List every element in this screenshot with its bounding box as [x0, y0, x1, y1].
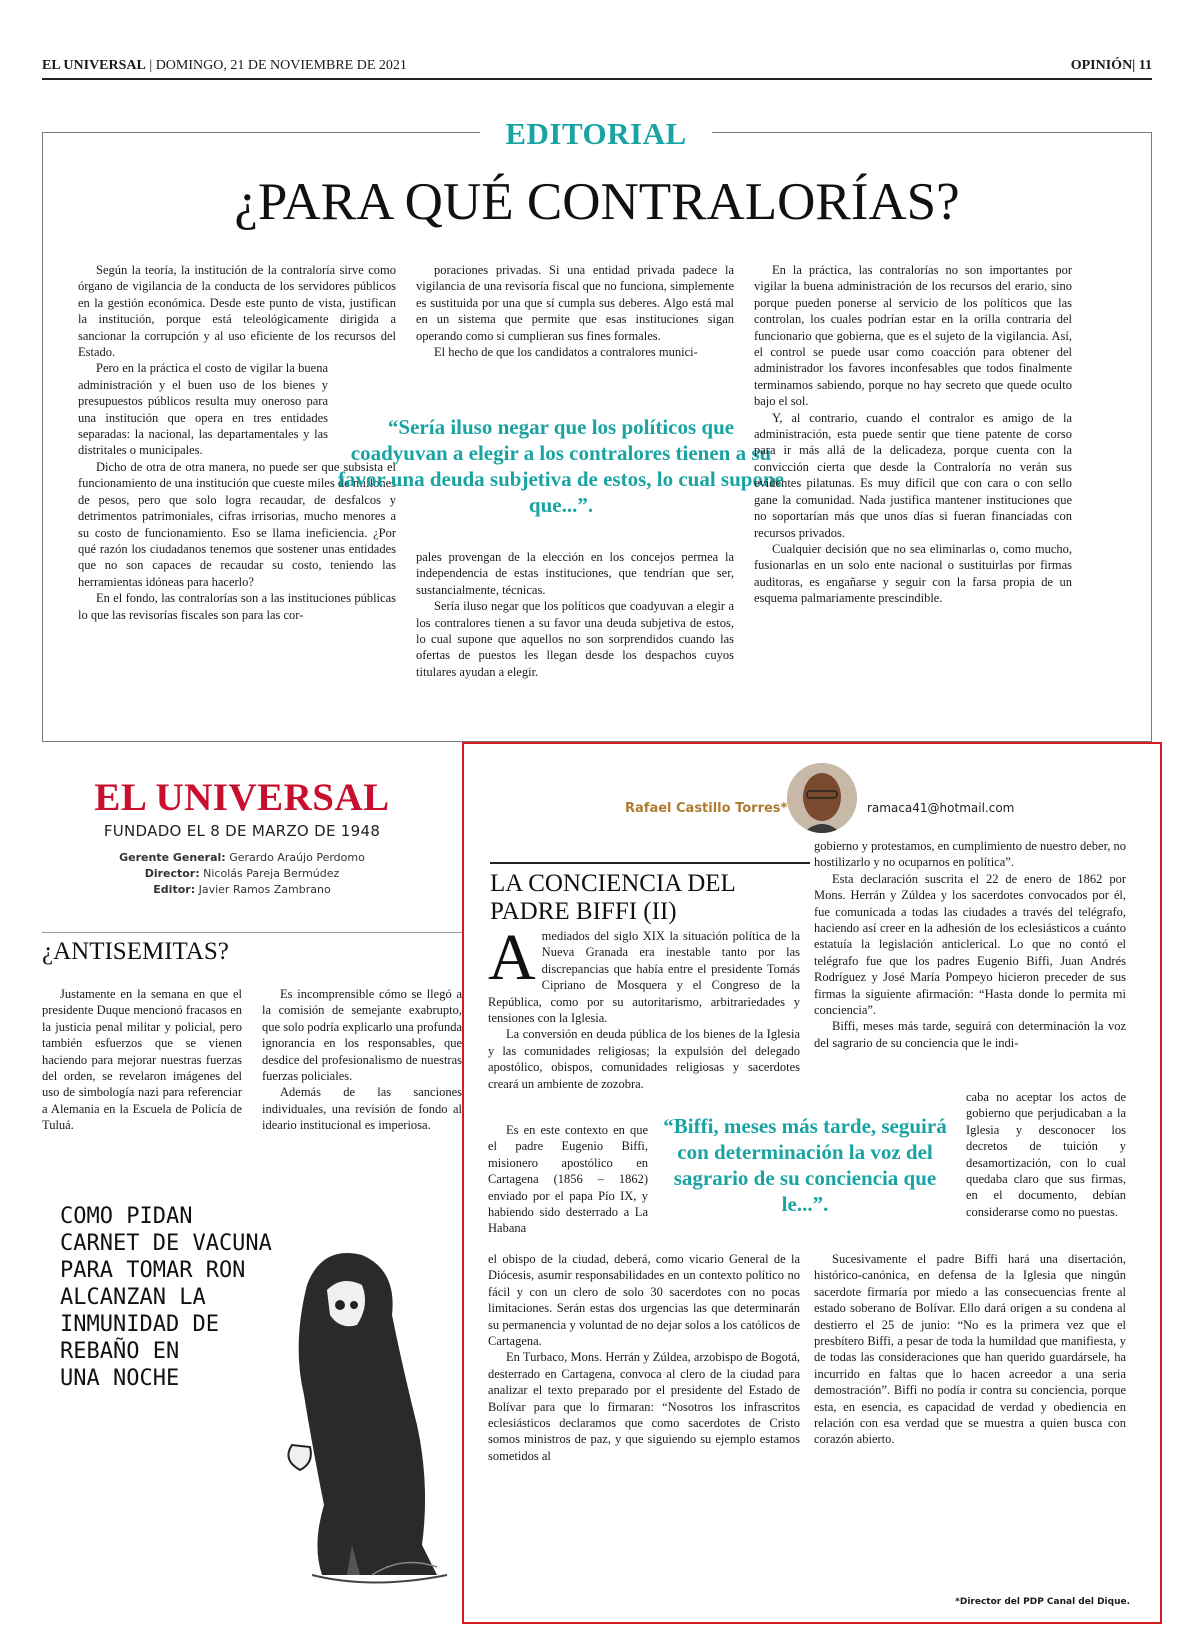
staff-name: Javier Ramos Zambrano [198, 883, 331, 896]
opinion-col-2-narrow [966, 1089, 1126, 1220]
paragraph: El hecho de que los candidatos a contralores munici- [434, 345, 698, 360]
editorial-label: EDITORIAL [480, 114, 712, 154]
paragraph: En el fondo, las contralorías son a las instituciones públicas lo que las revisorías fiscales son para las cor- [78, 591, 396, 622]
paragraph [488, 921, 800, 1026]
author-photo [787, 763, 857, 833]
paragraph: gobierno y protestamos, en cumplimiento de nuestro deber, no hostilizarlo y no ocuparnos en política”. [814, 839, 1126, 870]
editorial-col-2-top [416, 262, 734, 360]
paragraph: Dicho de otra de otra manera, no puede ser que subsista el funcionamiento de una institución que cueste miles de millones de pesos, pero que solo logra recaudar, de desfalcos y detrimentos patrimoniales, cifras irrisorias, mucho menores a su costo de funcionamiento. Eso se llama ineficiencia. ¿Por qué razón los ciudadanos tenemos que sostener unas entidades que no son capaces de recaudar su costo, teniendo las herramientas idóneas para hacerlo? [78, 459, 396, 589]
header-page-number: 11 [1138, 58, 1152, 73]
paragraph: En la práctica, las contralorías no son importantes por vigilar la buena administración de los recursos del erario, sino porque pueden ponerse al servicio de los políticos que las controlan, los cuales podrían estar en la orilla contraria del funcionario que gobierna, que es el sujeto de la vigilancia. Así, el control se puede usar como coacción para obtener del administrador los favores inconfesables que todos finalmente terminamos sabiendo, porque no hay secreto que quede oculto bajo el sol. [754, 263, 1072, 409]
paragraph: Según la teoría, la institución de la contraloría sirve como órgano de vigilancia de la conducta de los servidores públicos en la gestión económica. Desde este punto de vista, justifican la institución, porque está teleológicamente dirigida a sancionar la corrupción y al uso eficiente de los recursos del Estado. [78, 263, 396, 360]
caption-line: REBAÑO EN [60, 1339, 180, 1364]
paragraph: La conversión en deuda pública de los bienes de la Iglesia y las comunidades religiosas; la expulsión del delegado apostólico, obispos, comunidades religiosas y sacerdotes creará un ambiente de zozobra. [488, 1027, 800, 1091]
paragraph: caba no aceptar los actos de gobierno que perjudicaban a la Iglesia y desconocer los decretos de tuición y desamortización, con lo cual quedaba claro que sus firmas, en el documento, debían considerarse como no puestas. [966, 1090, 1126, 1219]
editorial-cartoon [42, 1204, 462, 1615]
paragraph: poraciones privadas. Si una entidad privada padece la vigilancia de una revisoría fiscal que no funciona, simplemente es sustituida por una que sí cumpla sus deberes. Algo está mal en un sistema que permite que esas instituciones sigan operando como si cumplieran sus fines formales. [416, 263, 734, 343]
opinion-col-1-top [488, 921, 800, 1092]
editorial-col-3 [754, 262, 1072, 607]
caption-line: INMUNIDAD DE [60, 1312, 219, 1337]
caption-line: UNA NOCHE [60, 1366, 180, 1391]
masthead-founded: FUNDADO EL 8 DE MARZO DE 1948 [103, 822, 381, 840]
header-brand: EL UNIVERSAL [42, 58, 146, 73]
editorial-title: ¿PARA QUÉ CONTRALORÍAS? [234, 173, 960, 231]
caption-line: COMO PIDAN [60, 1204, 193, 1229]
header-left: EL UNIVERSAL | DOMINGO, 21 DE NOVIEMBRE DE 2021 [42, 58, 407, 73]
opinion-col-1-narrow [488, 1122, 648, 1237]
masthead-staff [42, 850, 442, 898]
opinion-author-email: ramaca41@hotmail.com [867, 801, 1015, 815]
antisemitas-title: ¿ANTISEMITAS? [42, 932, 462, 967]
title-line: LA CONCIENCIA DEL [490, 870, 736, 897]
staff-name: Gerardo Araújo Perdomo [229, 851, 365, 864]
drop-cap: A [488, 921, 536, 994]
opinion-title [490, 862, 810, 926]
caption-line: CARNET DE VACUNA [60, 1231, 272, 1256]
grim-reaper-figure-icon [252, 1245, 452, 1605]
paragraph: En Turbaco, Mons. Herrán y Zúldea, arzobispo de Bogotá, desterrado en Cartagena, convoca al clero de la ciudad para analizar el texto preparado por el presidente del Estado de Bolívar para que lo firmaran: “Nosotros los infrascritos eclesiásticos declaramos que como sacerdotes de Cristo somos ministros de paz, y que siguiendo su ejemplo estamos sometidos al [488, 1350, 800, 1463]
header-section: OPINIÓN| [1070, 58, 1136, 73]
staff-role: Editor: [153, 883, 196, 896]
opinion-col-2-top [814, 838, 1126, 1051]
opinion-col-2-bottom [814, 1251, 1126, 1448]
paragraph: Además de las sanciones individuales, una revisión de fondo al ideario institucional es imperiosa. [262, 1085, 462, 1133]
staff-role: Gerente General: [119, 851, 226, 864]
masthead [42, 776, 442, 898]
staff-role: Director: [144, 867, 200, 880]
paragraph: el obispo de la ciudad, deberá, como vicario General de la Diócesis, asumir responsabilidades en un contexto político no fácil y con un clero de solo 30 sacerdotes con no pocas limitaciones. Serán estas dos urgencias las que determinarán su permanencia y voluntad de no dejar solos a los católicos de Cartagena. [488, 1252, 800, 1349]
editorial-col-2-bottom [416, 549, 734, 680]
paragraph: Sucesivamente el padre Biffi hará una disertación, histórico-canónica, en defensa de la Iglesia que ningún sacerdote firmaría por miedo a las consecuencias frente al estado soberano de Bolívar. Ello dará origen a su condena al destierro el 25 de junio: “No es la primera vez que el presbítero Biffi, a pesar de toda la humildad que manifiesta, y de todas las consideraciones que han querido guardársele, ha incurrido en faltas que lo hacen acreedor a una seria demostración”. Biffi no podía ir contra su conciencia, porque esta, en esencia, es capacidad de verdad y obediencia en relación con esa verdad que se muestra a quien busca con corazón abierto. [814, 1252, 1126, 1447]
opinion-footnote: *Director del PDP Canal del Dique. [955, 1597, 1130, 1607]
paragraph: Es incomprensible cómo se llegó a la comisión de semejante exabrupto, que solo podría explicarlo una profunda ignorancia en los responsables, que desdice del profesionalismo de nuestras fuerzas policiales. [262, 987, 462, 1084]
paragraph: Es en este contexto en que el padre Eugenio Biffi, misionero apostólico en Cartagena (1856 – 1862) enviado por el papa Pío IX, y habiendo sido desterrado a La Habana [488, 1123, 648, 1236]
paragraph: Y, al contrario, cuando el contralor es amigo de la administración, esta puede sentir que tiene patente de corso para ir más allá de la delicadeza, porque cuenta con la convicción cierta que desde la Contraloría no verán sus evidentes pilatunas. Es muy difícil que con cara o con sello gane la comunidad. Nada justifica mantener instituciones que no soportarían más que unos días si fueran financiadas con recursos privados. [754, 410, 1072, 540]
antisemitas-col-2 [262, 986, 462, 1134]
paragraph: Biffi, meses más tarde, seguirá con determinación la voz del sagrario de su conciencia que le indi- [814, 1019, 1126, 1050]
antisemitas-col-1 [42, 986, 242, 1134]
header-right [1071, 58, 1152, 74]
opinion-col-1-bottom [488, 1251, 800, 1464]
paragraph: pales provengan de la elección en los concejos permea la independencia de estas instituciones, que tendrían que ser, sustancialmente, técnicas. [416, 550, 734, 597]
staff-line [42, 850, 442, 866]
paragraph: Justamente en la semana en que el presidente Duque mencionó fracasos en la justicia penal militar y policial, pero también esfuerzos que se vienen haciendo para mejorar nuestras fuerzas del orden, se revelaron imágenes del uso de simbología nazi para referenciar a Alemania en la Escuela de Policía de Tuluá. [42, 987, 242, 1133]
caption-line: ALCANZAN LA [60, 1285, 206, 1310]
paragraph: Sería iluso negar que los políticos que coadyuvan a elegir a los contralores tienen a su favor una deuda subjetiva de estos, lo cual supone que aquellos no son sorprendidos cuando las ofertas de puestos les llegan desde los despachos cuyos titulares ayudan a elegir. [416, 599, 734, 679]
masthead-name: EL UNIVERSAL [94, 776, 390, 819]
opinion-author: Rafael Castillo Torres* [625, 801, 788, 816]
author-portrait-icon [787, 763, 857, 833]
opinion-pullquote: “Biffi, meses más tarde, seguirá con determinación la voz del sagrario de su conciencia que le...”. [663, 1114, 947, 1216]
staff-line [42, 866, 442, 882]
paragraph: Esta declaración suscrita el 22 de enero de 1862 por Mons. Herrán y Zúldea y los sacerdotes convocados por él, fue comunicada a todas las ciudades a través del telégrafo, haciendo así creer en la adhesión de los eclesiásticos a cuánto estatuía la legislación anticlerical. Lo que no contó el telégrafo fue que los padres Eugenio Biffi, Juan Andrés Rodríguez y José María Pompeyo hicieron preceder de sus firmas la siguiente afirmación: “Hasta donde lo permita mi conciencia”. [814, 871, 1126, 1018]
page-header [42, 56, 1152, 80]
paragraph-text: mediados del siglo XIX la situación política de la Nueva Granada era inestable tanto por las discrepancias que había entre el presidente Tomás Cipriano de Mosquera y el Congreso de la República, como por su autoritarismo, arbitrariedades y tensiones con la Iglesia. [488, 929, 800, 1026]
editorial-pullquote: “Sería iluso negar que los políticos que coadyuvan a elegir a los contralores tienen a su favor una deuda subjetiva de estos, lo cual supone que...”. [338, 415, 784, 517]
title-line: PADRE BIFFI (II) [490, 898, 677, 925]
paragraph: Pero en la práctica el costo de vigilar la buena administración y el buen uso de los bienes y presupuestos públicos resulta muy oneroso para una institución que opera en tres entidades separadas: la nacional, las departamentales y las distritales o municipales. [78, 361, 328, 458]
header-date: DOMINGO, 21 DE NOVIEMBRE DE 2021 [155, 58, 407, 73]
caption-line: PARA TOMAR RON [60, 1258, 246, 1283]
paragraph: Cualquier decisión que no sea eliminarlas o, como mucho, fusionarlas en un solo ente nacional o sustituirlas por firmas auditoras, es engañarse y seguir con la farsa propia de un esquema palmariamente prescindible. [754, 541, 1072, 606]
staff-name: Nicolás Pareja Bermúdez [203, 867, 340, 880]
staff-line [42, 882, 442, 898]
